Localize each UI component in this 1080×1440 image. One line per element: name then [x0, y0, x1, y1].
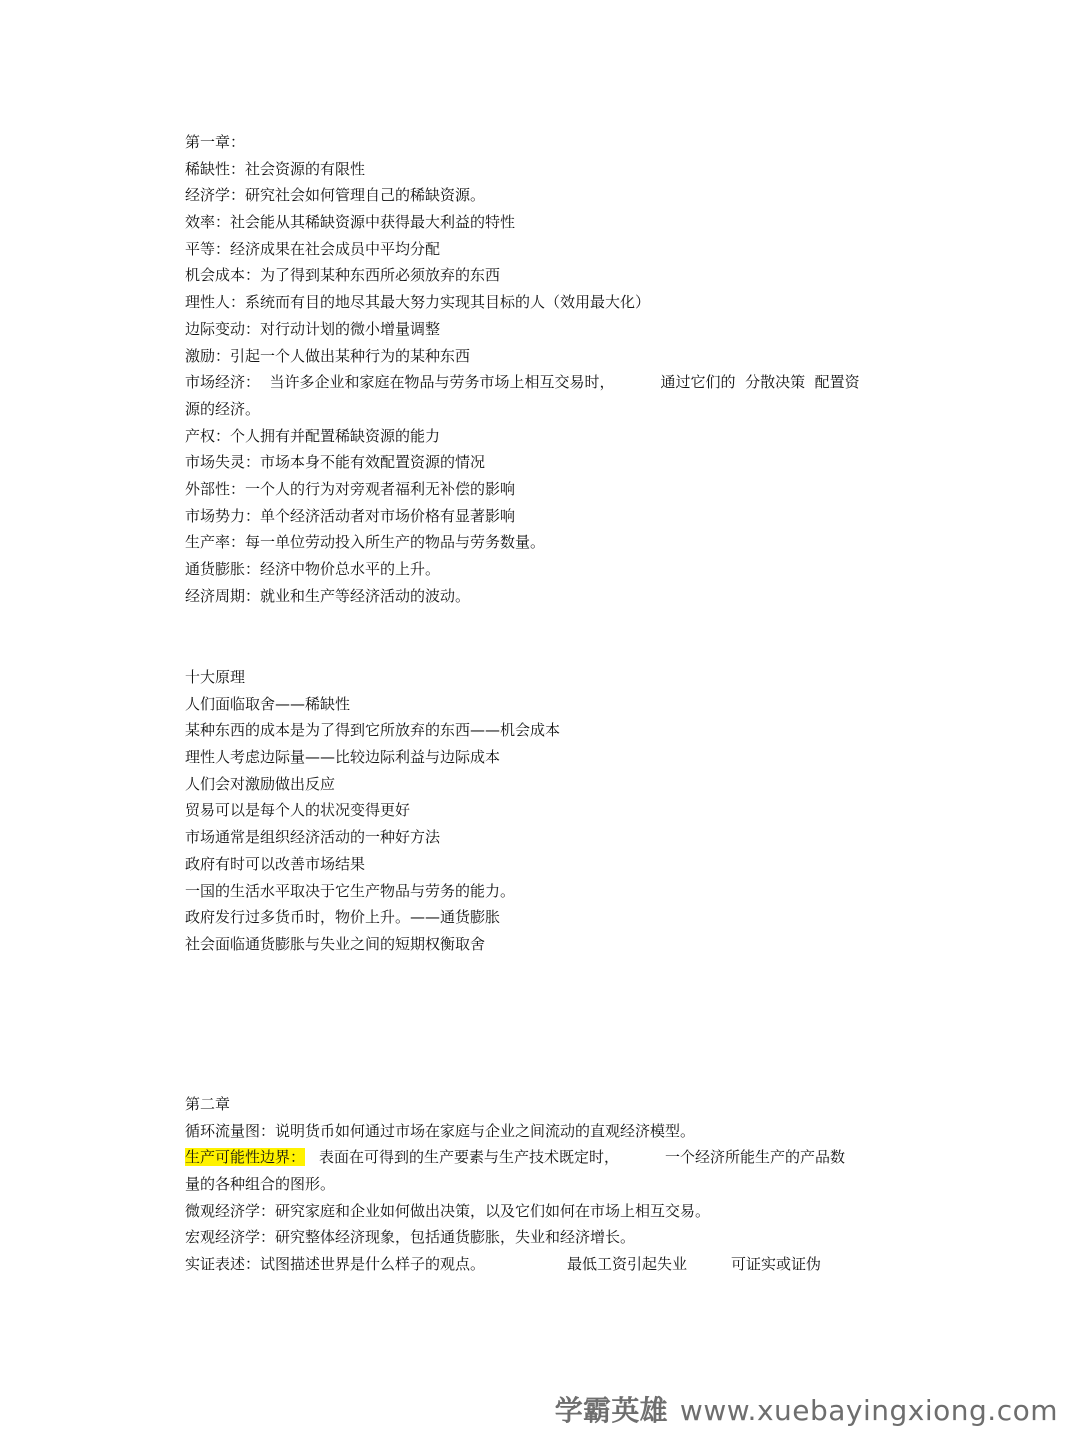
- principle-line: 理性人考虑边际量——比较边际利益与边际成本: [185, 748, 501, 767]
- principle-line: 政府有时可以改善市场结果: [185, 854, 366, 873]
- principle-line: 政府发行过多货币时，物价上升。——通货膨胀: [185, 908, 501, 927]
- site-watermark: [555, 1393, 1058, 1429]
- principles-section: [185, 664, 905, 958]
- definition-line: 平等：经济成果在社会成员中平均分配: [185, 239, 441, 258]
- market-economy-part2: 通过它们的 分散决策 配置资: [660, 373, 860, 392]
- definition-line: 外部性：一个人的行为对旁观者福利无补偿的影响: [185, 479, 516, 498]
- chapter2-section: [185, 1091, 905, 1278]
- definition-line: 机会成本：为了得到某种东西所必须放弃的东西: [185, 266, 501, 285]
- definition-line: 通货膨胀：经济中物价总水平的上升。: [185, 560, 441, 578]
- positive-part1: 实证表述：试图描述世界是什么样子的观点。: [185, 1255, 486, 1274]
- ppf-part1: 表面在可得到的生产要素与生产技术既定时，: [319, 1148, 620, 1167]
- definition-line: 经济周期：就业和生产等经济活动的波动。: [185, 586, 471, 605]
- positive-statement-line: [185, 1251, 905, 1278]
- watermark-brand: 学霸英雄: [554, 1394, 668, 1427]
- principles-title: 十大原理: [185, 668, 246, 686]
- definition-line: 边际变动：对行动计划的微小增量调整: [185, 319, 441, 338]
- ppf-part2: 一个经济所能生产的产品数: [665, 1148, 846, 1167]
- market-economy-line: [185, 369, 905, 396]
- principle-line: 社会面临通货膨胀与失业之间的短期权衡取舍: [185, 934, 486, 953]
- watermark-url: www.xuebayingxiong.com: [679, 1394, 1058, 1427]
- definition-line: 市场失灵：市场本身不能有效配置资源的情况: [185, 453, 486, 472]
- ppf-highlighted-term: 生产可能性边界：: [185, 1148, 306, 1167]
- principle-line: 市场通常是组织经济活动的一种好方法: [185, 828, 441, 847]
- positive-part2: 最低工资引起失业: [567, 1255, 688, 1274]
- positive-part3: 可证实或证伪: [731, 1255, 822, 1274]
- market-economy-part1: 市场经济： 当许多企业和家庭在物品与劳务市场上相互交易时，: [185, 373, 615, 392]
- definition-line: 激励：引起一个人做出某种行为的某种东西: [185, 346, 471, 365]
- definition-line: 生产率：每一单位劳动投入所生产的物品与劳务数量。: [185, 533, 546, 552]
- principle-line: 人们面临取舍——稀缺性: [185, 694, 351, 713]
- definition-line: 市场势力：单个经济活动者对市场价格有显著影响: [185, 506, 516, 525]
- principle-line: 贸易可以是每个人的状况变得更好: [185, 801, 411, 820]
- ppf-continuation: 量的各种组合的图形。: [185, 1175, 336, 1194]
- chapter2-title: 第二章: [185, 1095, 231, 1113]
- definition-line: 宏观经济学：研究整体经济现象，包括通货膨胀，失业和经济增长。: [185, 1228, 636, 1247]
- definition-line: 效率：社会能从其稀缺资源中获得最大利益的特性: [185, 213, 516, 232]
- definition-line: 理性人：系统而有目的地尽其最大努力实现其目标的人（效用最大化）: [185, 293, 651, 312]
- definition-line: 微观经济学：研究家庭和企业如何做出决策，以及它们如何在市场上相互交易。: [185, 1201, 711, 1220]
- definition-line: 稀缺性：社会资源的有限性: [185, 159, 366, 178]
- ppf-line: [185, 1144, 905, 1171]
- definition-line: 循环流量图：说明货币如何通过市场在家庭与企业之间流动的直观经济模型。: [185, 1121, 696, 1140]
- chapter1-section: [185, 129, 905, 609]
- market-economy-continuation: 源的经济。: [185, 399, 261, 418]
- definition-line: 经济学：研究社会如何管理自己的稀缺资源。: [185, 186, 486, 205]
- principle-line: 某种东西的成本是为了得到它所放弃的东西——机会成本: [185, 721, 561, 740]
- chapter1-title: 第一章：: [185, 133, 246, 151]
- definition-line: 产权：个人拥有并配置稀缺资源的能力: [185, 426, 441, 445]
- principle-line: 一国的生活水平取决于它生产物品与劳务的能力。: [185, 881, 516, 900]
- principle-line: 人们会对激励做出反应: [185, 774, 336, 793]
